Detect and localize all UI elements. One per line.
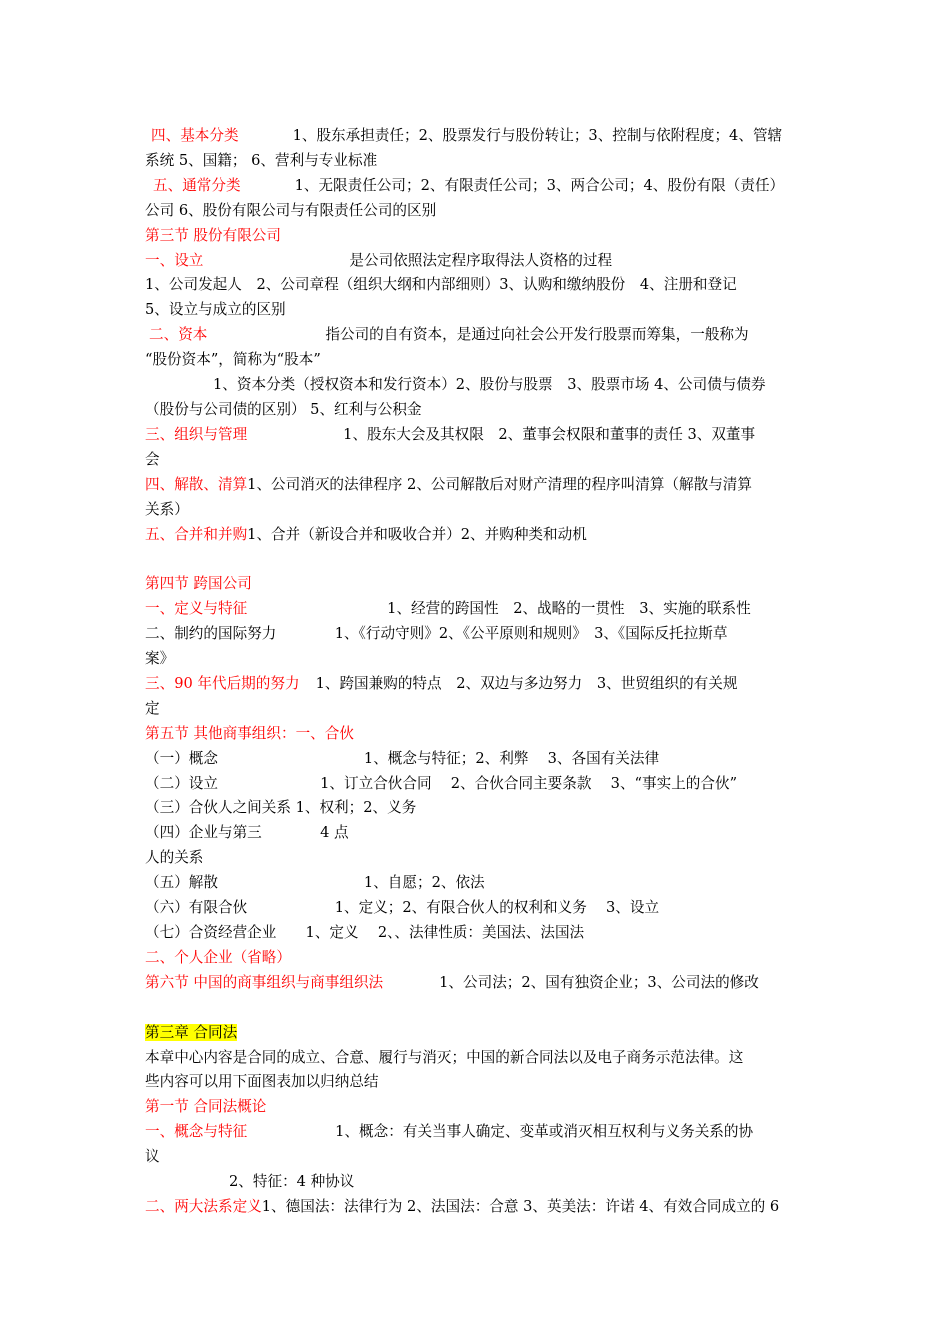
body-text: （四）企业与第三 4 点 xyxy=(145,824,349,842)
text-line xyxy=(145,1021,810,1046)
section-heading: 一、概念与特征 xyxy=(145,1123,248,1141)
text-line xyxy=(145,498,810,523)
body-text: “股份资本”，简称为“股本” xyxy=(145,351,321,369)
body-text: 1、经营的跨国性 2、战略的一贯性 3、实施的联系性 xyxy=(387,600,751,618)
section-heading: 三、90 年代后期的努力 xyxy=(145,674,300,692)
body-text: （六）有限合伙 1、定义；2、有限合伙人的权利和义务 3、设立 xyxy=(145,899,660,917)
text-line xyxy=(145,523,810,548)
text-line xyxy=(145,149,810,174)
text-line xyxy=(145,622,810,647)
body-text: 1、资本分类（授权资本和发行资本）2、股份与股票 3、股票市场 4、公司债与债券 xyxy=(213,376,766,394)
text-line xyxy=(145,572,810,597)
body-text: 1、股东承担责任；2、股票发行与股份转让；3、控制与依附程度；4、管辖 xyxy=(292,127,783,144)
section-heading: 二、个人企业（省略） xyxy=(145,948,291,966)
text-line xyxy=(145,448,810,473)
body-text: 定 xyxy=(145,699,160,717)
text-line xyxy=(145,772,810,797)
body-text: 1、公司消灭的法律程序 2、公司解散后对财产清理的程序叫清算（解散与清算 xyxy=(247,475,752,493)
text-line xyxy=(145,871,810,896)
blank-line xyxy=(145,547,810,572)
section-heading: 第一节 合同法概论 xyxy=(145,1098,267,1116)
text-line xyxy=(145,124,810,149)
section-heading: 第四节 跨国公司 xyxy=(145,575,252,593)
text-line xyxy=(145,672,810,697)
text-line xyxy=(145,796,810,821)
body-text: 1、跨国兼购的特点 2、双边与多边努力 3、世贸组织的有关规 xyxy=(315,674,738,692)
body-text: （三）合伙人之间关系 1、权利；2、义务 xyxy=(145,799,417,817)
body-text: 会 xyxy=(145,450,160,468)
body-text: 1、公司发起人 2、公司章程（组织大纲和内部细则）3、认购和缴纳股份 4、注册和登记 xyxy=(145,276,737,294)
body-text: 1、德国法：法律行为 2、法国法：合意 3、英美法：许诺 4、有效合同成立的 6 xyxy=(261,1197,780,1215)
text-line xyxy=(145,921,810,946)
body-text: 1、公司法；2、国有独资企业；3、公司法的修改 xyxy=(439,973,759,991)
body-text: （五）解散 1、自愿；2、依法 xyxy=(145,874,485,892)
text-line xyxy=(145,249,810,274)
text-line xyxy=(145,971,810,996)
text-line xyxy=(145,722,810,747)
section-heading: 二、资本 xyxy=(149,326,208,344)
body-text: 议 xyxy=(145,1148,160,1166)
text-line xyxy=(145,1070,810,1095)
body-text: （一）概念 1、概念与特征；2、利弊 3、各国有关法律 xyxy=(145,749,660,767)
text-line xyxy=(145,821,810,846)
section-heading: 二、两大法系定义 xyxy=(145,1197,262,1215)
body-text: 二、制约的国际努力 1、《行动守则》2、《公平原则和规则》 3、《国际反托拉斯草 xyxy=(145,625,728,643)
blank-line xyxy=(145,996,810,1021)
text-line xyxy=(145,298,810,323)
document-body xyxy=(145,124,810,1220)
body-text: 案》 xyxy=(145,650,175,668)
text-line xyxy=(145,846,810,871)
section-heading: 四、解散、清算 xyxy=(145,475,248,493)
body-text: 些内容可以用下面图表加以归纳总结 xyxy=(145,1073,379,1091)
section-heading: 第五节 其他商事组织：一、合伙 xyxy=(145,724,354,742)
section-heading: 一、定义与特征 xyxy=(145,600,248,618)
body-text: 系统 5、国籍； 6、营利与专业标准 xyxy=(145,151,378,169)
chapter-heading: 第三章 合同法 xyxy=(145,1023,238,1041)
body-text: 1、合并（新设合并和吸收合并）2、并购种类和动机 xyxy=(247,525,587,543)
body-text: （股份与公司债的区别） 5、红利与公积金 xyxy=(145,400,422,418)
section-heading: 四、基本分类 xyxy=(151,127,239,144)
text-line xyxy=(145,224,810,249)
body-text: 是公司依照法定程序取得法人资格的过程 xyxy=(349,251,613,269)
text-line xyxy=(145,1095,810,1120)
text-line xyxy=(145,423,810,448)
text-line xyxy=(145,398,810,423)
body-text: 本章中心内容是合同的成立、合意、履行与消灭；中国的新合同法以及电子商务示范法律。这 xyxy=(145,1048,744,1066)
body-text: 人的关系 xyxy=(145,849,204,867)
text-line xyxy=(145,1195,810,1220)
section-heading: 一、设立 xyxy=(145,251,204,269)
text-line xyxy=(145,597,810,622)
text-line xyxy=(145,174,810,199)
body-text: 公司 6、股份有限公司与有限责任公司的区别 xyxy=(145,201,437,219)
text-line xyxy=(145,896,810,921)
body-text: 2、特征：4 种协议 xyxy=(229,1173,355,1191)
text-line xyxy=(145,647,810,672)
text-line xyxy=(145,1170,810,1195)
text-line xyxy=(145,273,810,298)
text-line xyxy=(145,747,810,772)
body-text: 指公司的自有资本，是通过向社会公开发行股票而筹集，一般称为 xyxy=(325,326,749,344)
text-line xyxy=(145,199,810,224)
text-line xyxy=(145,348,810,373)
text-line xyxy=(145,373,810,398)
body-text: 1、概念：有关当事人确定、变革或消灭相互权利与义务关系的协 xyxy=(335,1123,754,1141)
body-text: （七）合资经营企业 1、定义 2、、法律性质：美国法、法国法 xyxy=(145,923,585,941)
text-line xyxy=(145,1120,810,1145)
text-line xyxy=(145,1046,810,1071)
text-line xyxy=(145,946,810,971)
section-heading: 五、合并和并购 xyxy=(145,525,248,543)
section-heading: 第六节 中国的商事组织与商事组织法 xyxy=(145,973,384,991)
text-line xyxy=(145,323,810,348)
body-text: 1、股东大会及其权限 2、董事会权限和董事的责任 3、双董事 xyxy=(343,425,756,443)
text-line xyxy=(145,697,810,722)
body-text: 1、无限责任公司；2、有限责任公司；3、两合公司；4、股份有限（责任） xyxy=(294,176,785,194)
section-heading: 五、通常分类 xyxy=(153,176,241,194)
section-heading: 第三节 股份有限公司 xyxy=(145,226,281,244)
body-text: 关系） xyxy=(145,500,189,518)
body-text: 5、设立与成立的区别 xyxy=(145,301,286,319)
section-heading: 三、组织与管理 xyxy=(145,425,248,443)
body-text: （二）设立 1、订立合伙合同 2、合伙合同主要条款 3、“事实上的合伙” xyxy=(145,774,738,792)
text-line xyxy=(145,1145,810,1170)
text-line xyxy=(145,473,810,498)
